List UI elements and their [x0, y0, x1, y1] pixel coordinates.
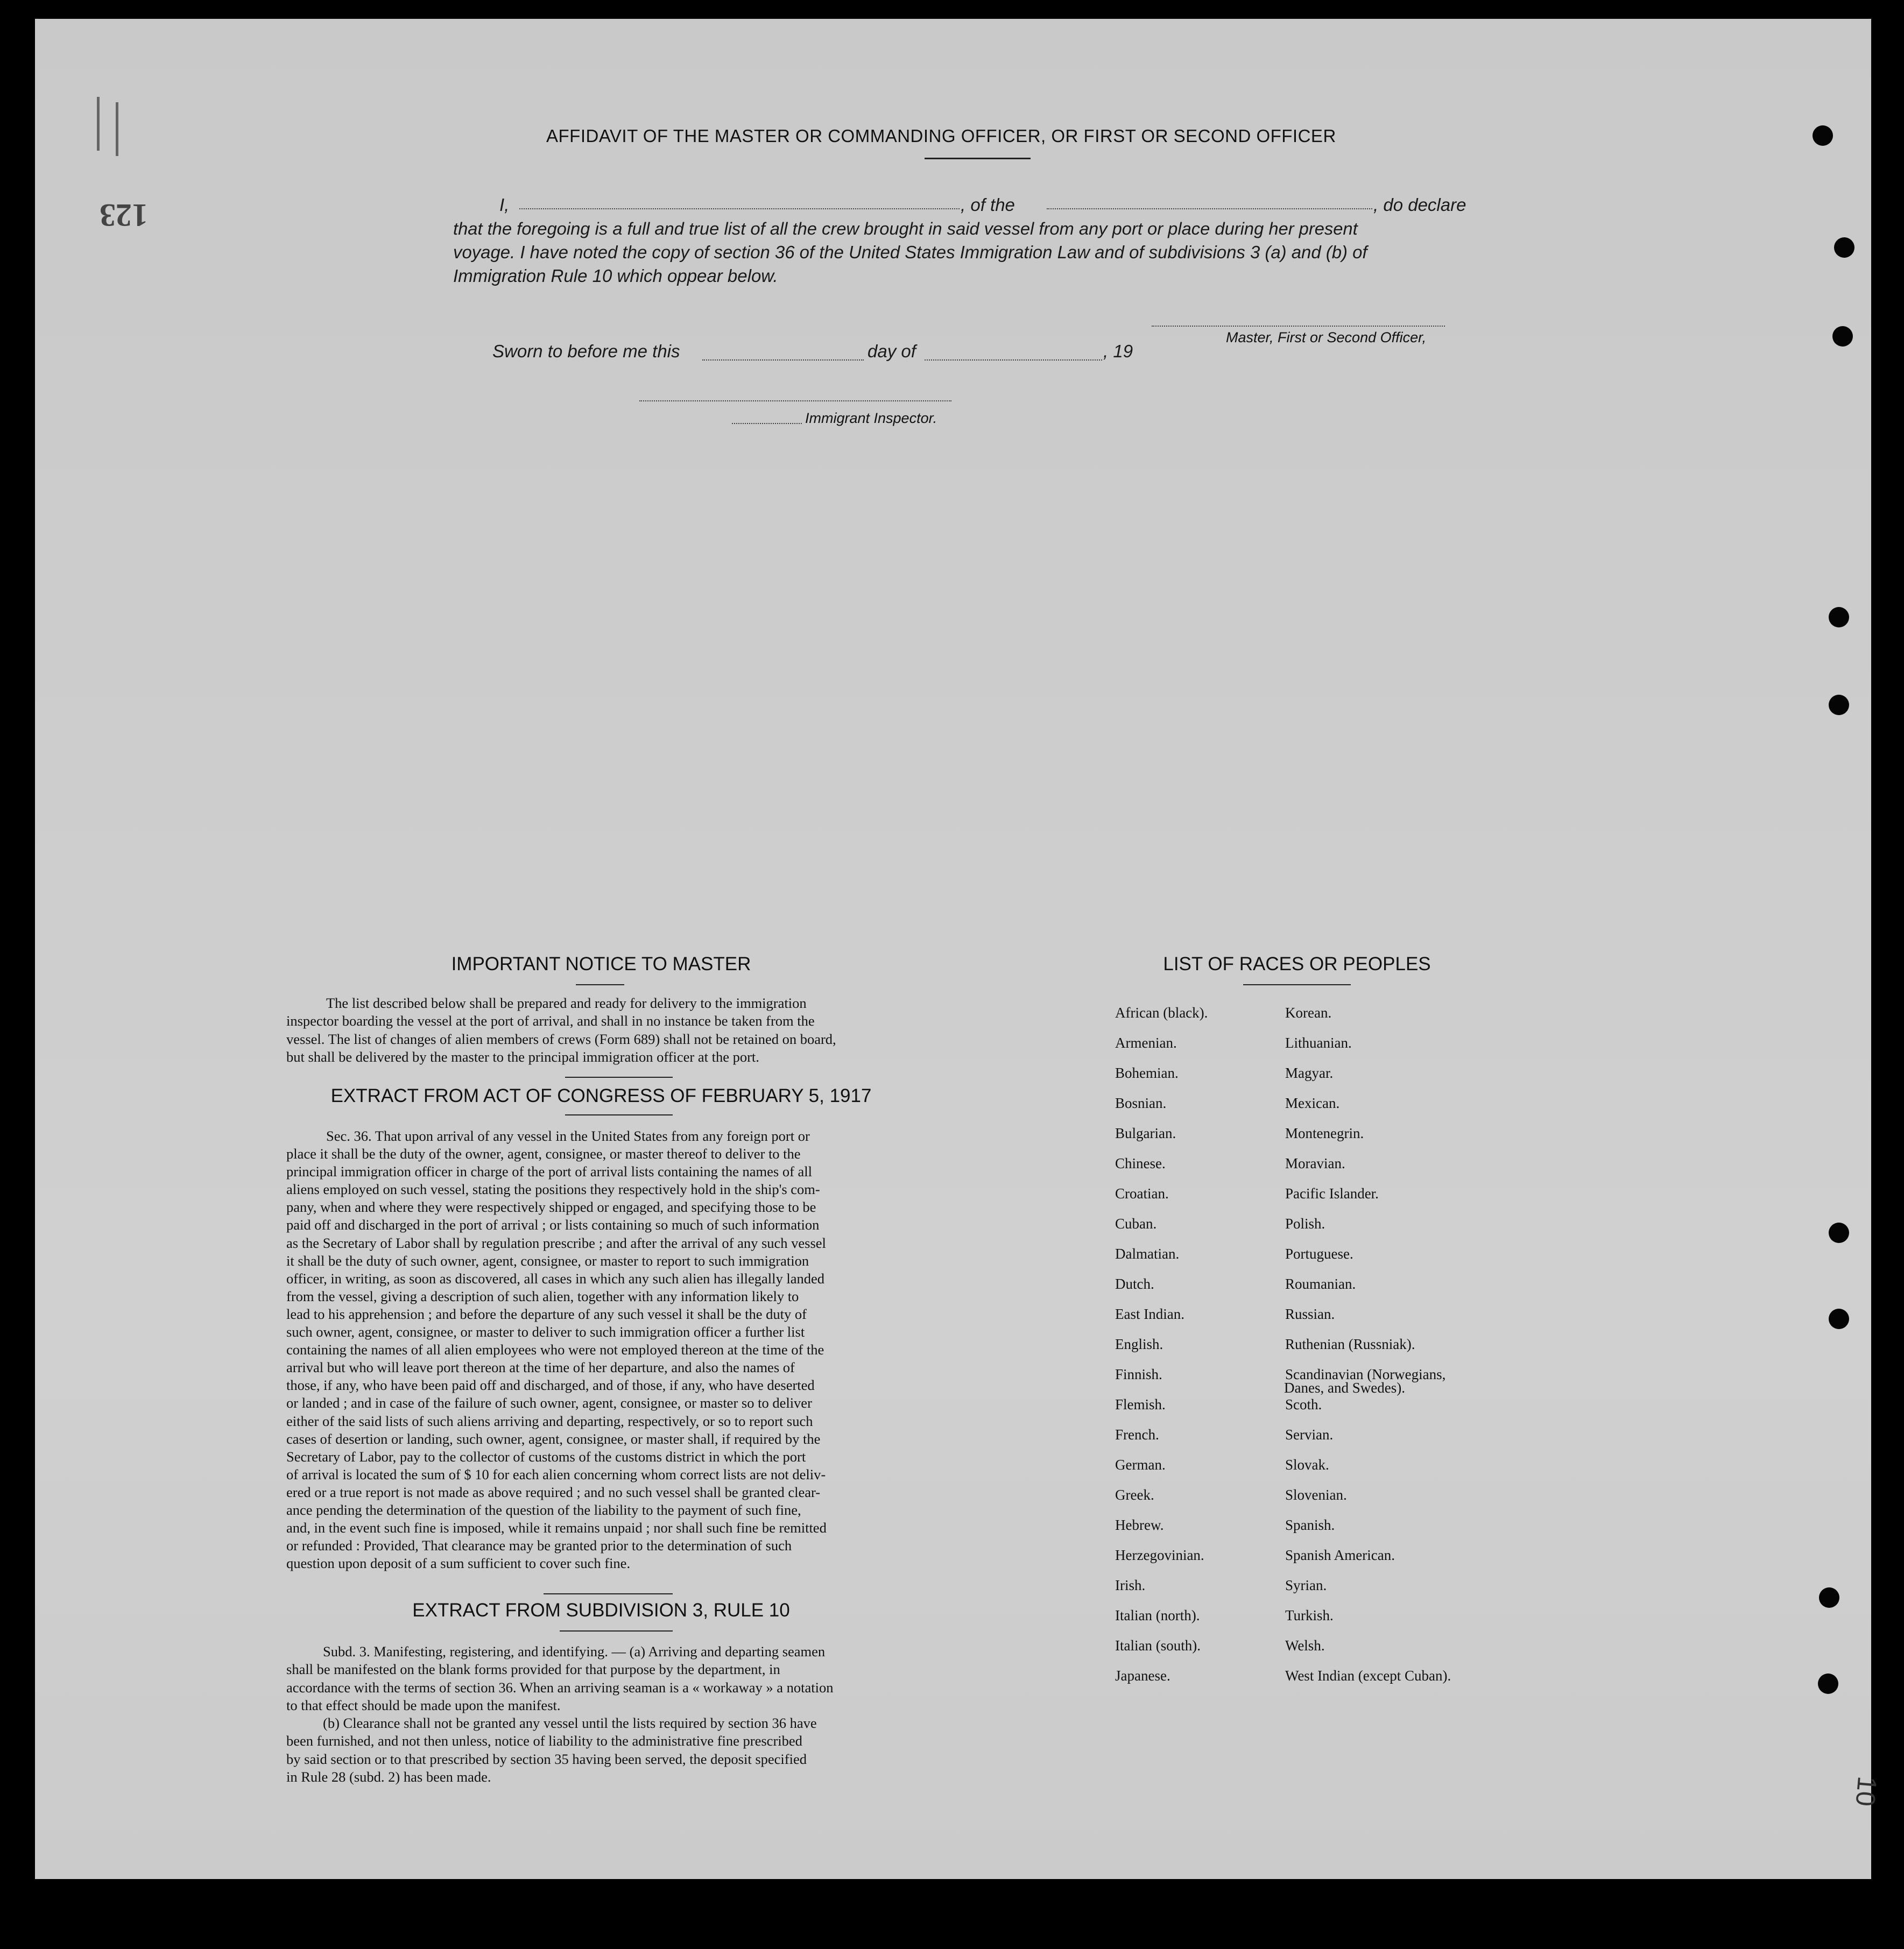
corner-handwritten-mark: 10	[1850, 1775, 1883, 1808]
rule-body	[286, 1643, 917, 1786]
rule-line: in Rule 28 (subd. 2) has been made.	[286, 1769, 491, 1785]
races-underline	[1243, 984, 1351, 985]
act-line: ance pending the determination of the question of the liability to the payment of such fine,	[286, 1501, 801, 1518]
title-underline	[925, 158, 1031, 159]
binder-hole	[1832, 326, 1853, 347]
race-item: Cuban.	[1115, 1216, 1157, 1232]
race-item: Bulgarian.	[1115, 1125, 1176, 1141]
rule-line: accordance with the terms of section 36. When an arriving seaman is a « workaway » a notation	[286, 1679, 834, 1696]
binder-hole	[1829, 607, 1849, 627]
race-item: English.	[1115, 1336, 1163, 1352]
race-item: Finnish.	[1115, 1366, 1162, 1382]
race-item: East Indian.	[1115, 1306, 1184, 1322]
act-line: arrival but who will leave port thereon at the time of her departure, and also the names of	[286, 1359, 795, 1376]
rule-line: Subd. 3. Manifesting, registering, and identifying. — (a) Arriving and departing seamen	[323, 1643, 826, 1660]
race-item: Pacific Islander.	[1285, 1185, 1379, 1202]
race-item: Chinese.	[1115, 1155, 1166, 1171]
sworn-year: , 19	[1103, 341, 1133, 361]
act-top-rule	[565, 1077, 673, 1078]
act-line: ered or a true report is not made as above required ; and no such vessel shall be granted clear-	[286, 1484, 821, 1500]
race-item: Spanish American.	[1285, 1547, 1395, 1563]
act-line: principal immigration officer in charge of the port of arrival lists containing the names of all	[286, 1163, 813, 1180]
rule-title: EXTRACT FROM SUBDIVISION 3, RULE 10	[412, 1600, 790, 1621]
race-item: Polish.	[1285, 1216, 1325, 1232]
binder-hole	[1829, 1309, 1849, 1329]
notice-line: but shall be delivered by the master to the principal immigration officer at the port.	[286, 1048, 759, 1065]
act-line: pany, when and where they were respectively shipped or engaged, and specifying those to be	[286, 1199, 816, 1216]
race-item: Slovak.	[1285, 1457, 1329, 1473]
binder-hole	[1813, 125, 1833, 146]
master-signature-line[interactable]	[1152, 326, 1445, 327]
act-line: those, if any, who have been paid off and discharged, and of those, if any, who have deserted	[286, 1377, 815, 1394]
race-item: German.	[1115, 1457, 1166, 1473]
notice-line: inspector boarding the vessel at the port of arrival, and shall in no instance be taken from the	[286, 1013, 815, 1029]
act-line: as the Secretary of Labor shall by regulation prescribe ; and after the arrival of any such vessel	[286, 1234, 826, 1251]
race-item: Russian.	[1285, 1306, 1335, 1322]
race-item: Welsh.	[1285, 1637, 1325, 1654]
race-item: African (black).	[1115, 1005, 1208, 1021]
binder-hole	[1829, 695, 1849, 715]
rule-line: by said section or to that prescribed by section 35 having been served, the deposit specified	[286, 1750, 807, 1767]
race-item: Scoth.	[1285, 1396, 1322, 1413]
race-item: Lithuanian.	[1285, 1035, 1352, 1051]
race-item: Mexican.	[1285, 1095, 1340, 1111]
race-item: Dalmatian.	[1115, 1246, 1180, 1262]
race-item: Slovenian.	[1285, 1487, 1347, 1503]
sworn-month-blank[interactable]	[925, 359, 1102, 361]
affidavit-i: I,	[499, 195, 510, 215]
race-item: Syrian.	[1285, 1577, 1327, 1593]
race-item: Moravian.	[1285, 1155, 1345, 1171]
act-line: cases of desertion or landing, such owner, agent, consignee, or master shall, if required by the	[286, 1430, 821, 1447]
binder-hole	[1819, 1587, 1839, 1608]
inspector-short-line	[732, 423, 802, 424]
act-line: officer, in writing, as soon as discovered, all cases in which any such alien has illegally landed	[286, 1270, 825, 1287]
margin-page-number: 123	[100, 197, 148, 233]
act-body	[286, 1127, 917, 1572]
vessel-blank[interactable]	[1047, 208, 1372, 209]
act-line: or refunded : Provided, That clearance may be granted prior to the determination of such	[286, 1537, 792, 1554]
notice-underline	[576, 984, 624, 985]
affidavit-line-3: voyage. I have noted the copy of section 36 of the United States Immigration Law and of subdivisions 3 (a) and (b) of	[453, 242, 1367, 262]
race-item: Korean.	[1285, 1005, 1332, 1021]
act-line: containing the names of all alien employees who were not employed thereon at the time of the	[286, 1341, 824, 1358]
act-line: Sec. 36. That upon arrival of any vessel in the United States from any foreign port or	[326, 1128, 810, 1144]
act-line: or landed ; and in case of the failure of such owner, agent, consignee, or master so to deliver	[286, 1395, 812, 1411]
affidavit-title: AFFIDAVIT OF THE MASTER OR COMMANDING OFFICER, OR FIRST OR SECOND OFFICER	[546, 126, 1336, 146]
act-line: it shall be the duty of such owner, agent, consignee, or master to report to such immigration	[286, 1252, 809, 1269]
race-item: Italian (south).	[1115, 1637, 1201, 1654]
sworn-day-of: day of	[868, 341, 916, 361]
sworn-day-blank[interactable]	[702, 359, 864, 361]
sworn-text: Sworn to before me this	[492, 341, 680, 361]
act-line: place it shall be the duty of the owner, agent, consignee, or master thereof to deliver to the	[286, 1146, 801, 1162]
race-item: Magyar.	[1285, 1065, 1334, 1081]
notice-line: vessel. The list of changes of alien members of crews (Form 689) shall not be retained on board,	[286, 1030, 836, 1047]
race-item: Japanese.	[1115, 1668, 1170, 1684]
notice-title: IMPORTANT NOTICE TO MASTER	[451, 954, 751, 974]
rule-line: shall be manifested on the blank forms provided for that purpose by the department, in	[286, 1661, 780, 1678]
affidavit-declare: , do declare	[1373, 195, 1466, 215]
race-item: Dutch.	[1115, 1276, 1154, 1292]
act-line: lead to his apprehension ; and before the departure of any such vessel it shall be the duty of	[286, 1305, 807, 1322]
race-item: Irish.	[1115, 1577, 1146, 1593]
master-label: Master, First or Second Officer,	[1226, 329, 1427, 345]
act-line: either of the said lists of such aliens arriving and departing, respectively, or so to report such	[286, 1413, 813, 1429]
act-title: EXTRACT FROM ACT OF CONGRESS OF FEBRUARY 5, 1917	[330, 1085, 872, 1106]
race-item: Greek.	[1115, 1487, 1154, 1503]
race-item: Croatian.	[1115, 1185, 1169, 1202]
act-line: such owner, agent, consignee, or master to deliver to such immigration officer a further list	[286, 1324, 805, 1340]
inspector-label: Immigrant Inspector.	[805, 410, 937, 426]
act-underline	[565, 1114, 673, 1115]
margin-tally-marks	[86, 97, 135, 156]
act-line: question upon deposit of a sum sufficient to cover such fine.	[286, 1555, 631, 1572]
race-item: Turkish.	[1285, 1607, 1334, 1623]
race-item: Herzegovinian.	[1115, 1547, 1204, 1563]
rule-line: been furnished, and not then unless, notice of liability to the administrative fine prescribed	[286, 1733, 802, 1749]
notice-body	[286, 994, 917, 1066]
act-line: and, in the event such fine is imposed, while it remains unpaid ; nor shall such fine be remitted	[286, 1520, 827, 1536]
notice-line: The list described below shall be prepared and ready for delivery to the immigration	[326, 995, 807, 1011]
race-item: Portuguese.	[1285, 1246, 1353, 1262]
race-item-continued: Danes, and Swedes).	[1284, 1380, 1405, 1396]
affidavit-line-2: that the foregoing is a full and true list of all the crew brought in said vessel from any port or place during her present	[453, 218, 1358, 238]
race-item: Servian.	[1285, 1427, 1334, 1443]
race-item: West Indian (except Cuban).	[1285, 1668, 1451, 1684]
affidavit-of-the: , of the	[961, 195, 1015, 215]
rule-line: to that effect should be made upon the manifest.	[286, 1697, 561, 1713]
race-item: Bosnian.	[1115, 1095, 1167, 1111]
race-item: Bohemian.	[1115, 1065, 1179, 1081]
race-item: Spanish.	[1285, 1517, 1335, 1533]
rule-underline	[560, 1630, 673, 1632]
race-item: Montenegrin.	[1285, 1125, 1364, 1141]
inspector-signature-line[interactable]	[639, 400, 951, 401]
act-line: Secretary of Labor, pay to the collector of customs of the customs district in which the port	[286, 1448, 806, 1465]
race-item: Hebrew.	[1115, 1517, 1164, 1533]
name-blank[interactable]	[519, 208, 960, 209]
act-line: aliens employed on such vessel, stating the positions they respectively hold in the ship's com-	[286, 1181, 820, 1198]
race-item: Roumanian.	[1285, 1276, 1356, 1292]
affidavit-line-4: Immigration Rule 10 which oppear below.	[453, 266, 778, 286]
race-item: Flemish.	[1115, 1396, 1166, 1413]
binder-hole	[1818, 1673, 1838, 1694]
act-line: paid off and discharged in the port of arrival ; or lists containing so much of such information	[286, 1217, 820, 1233]
races-title: LIST OF RACES OR PEOPLES	[1163, 954, 1431, 974]
race-item: Armenian.	[1115, 1035, 1177, 1051]
race-item: Scandinavian (Norwegians,	[1285, 1366, 1446, 1382]
act-line: from the vessel, giving a description of such alien, together with any information likely to	[286, 1288, 799, 1304]
race-item: Ruthenian (Russniak).	[1285, 1336, 1415, 1352]
rule-line: (b) Clearance shall not be granted any vessel until the lists required by section 36 have	[323, 1715, 817, 1732]
binder-hole	[1834, 237, 1854, 258]
race-item: Italian (north).	[1115, 1607, 1200, 1623]
rule-top-rule	[544, 1593, 673, 1594]
race-item: French.	[1115, 1427, 1159, 1443]
act-line: of arrival is located the sum of $ 10 for each alien concerning whom correct lists are not deliv-	[286, 1466, 826, 1482]
binder-hole	[1829, 1223, 1849, 1243]
